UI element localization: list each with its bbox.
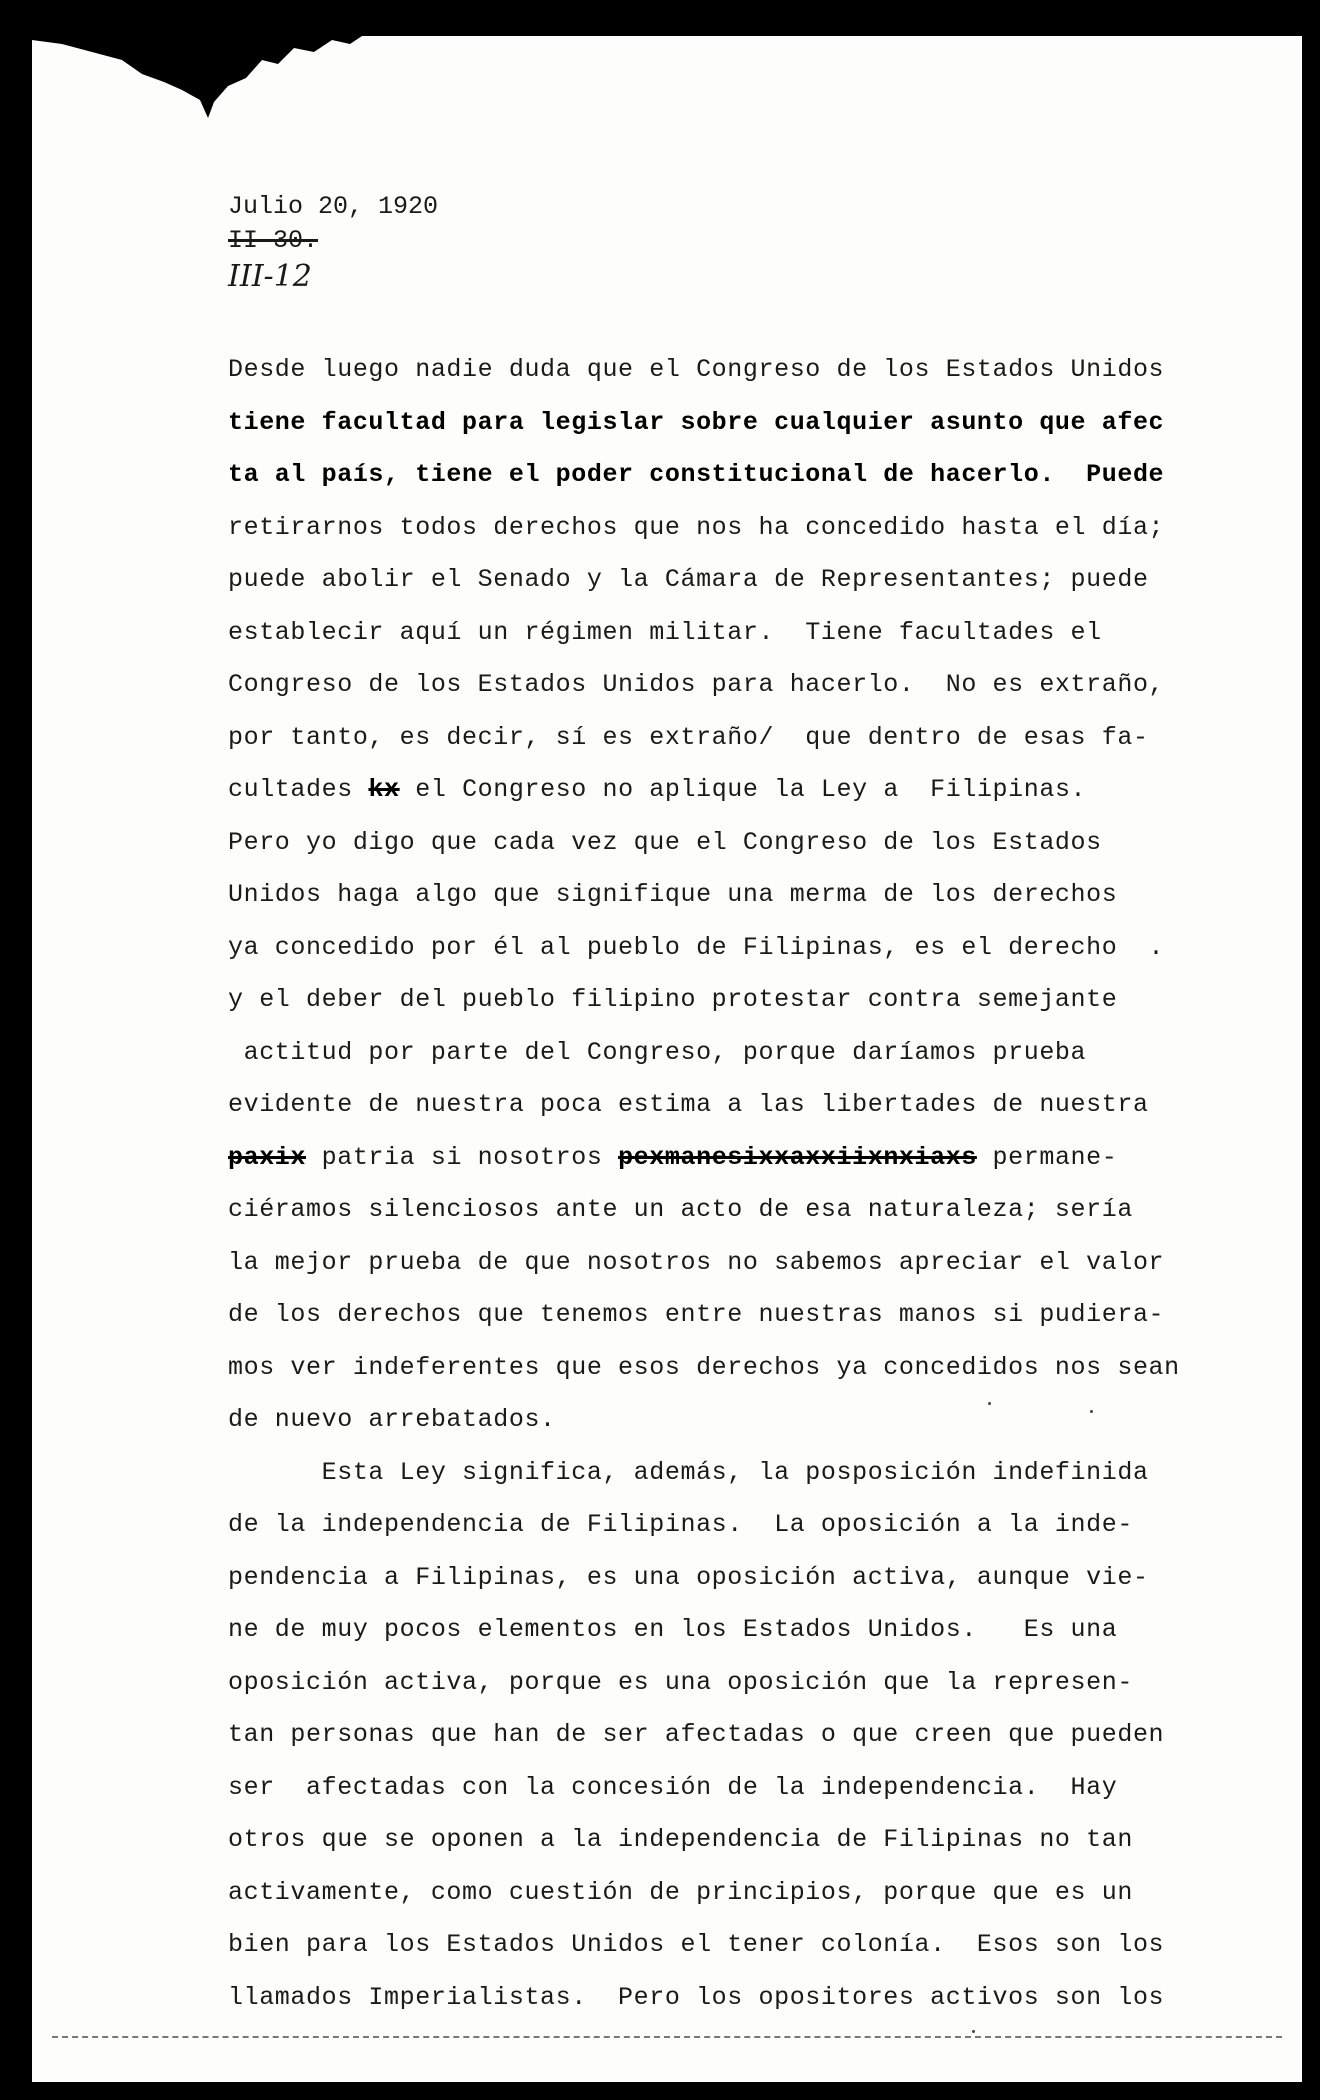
text-line: actitud por parte del Congreso, porque daríamos prueba (228, 1037, 1087, 1067)
text-line: pendencia a Filipinas, es una oposición activa, aunque vie- (228, 1562, 1149, 1592)
struck-text: paxix (228, 1142, 307, 1172)
struck-text: kx (368, 775, 400, 804)
text-line: llamados Imperialistas. Pero los opositores activos son los (228, 1982, 1165, 2012)
ink-speck (1090, 1410, 1093, 1413)
ink-speck (972, 2030, 975, 2033)
text-line: establecir aquí un régimen militar. Tiene facultades el (228, 617, 1102, 647)
text-line: ser afectadas con la concesión de la independencia. Hay (228, 1772, 1118, 1802)
text-line: de nuevo arrebatados. (228, 1405, 556, 1434)
text-line: y el deber del pueblo filipino protestar contra semejante (228, 985, 1118, 1014)
text-line: bien para los Estados Unidos el tener colonía. Esos son los (228, 1930, 1165, 1959)
text-fragment: patria si nosotros (306, 1142, 619, 1172)
text-line: de los derechos que tenemos entre nuestras manos si pudiera- (228, 1300, 1165, 1329)
text-line: oposición activa, porque es una oposición que la represen- (228, 1667, 1133, 1697)
torn-top-edge (32, 30, 1302, 120)
date-line: Julio 20, 1920 (228, 192, 439, 221)
text-line: ta al país, tiene el poder constitucional de hacerlo. Puede (228, 460, 1165, 489)
text-line: la mejor prueba de que nosotros no sabemos apreciar el valor (228, 1247, 1165, 1277)
text-line: Esta Ley significa, además, la posposición indefinida (228, 1457, 1149, 1487)
text-line (228, 1132, 1238, 1185)
text-line: activamente, como cuestión de principios, porque que es un (228, 1877, 1133, 1907)
struck-text: pexmanesixxaxxiixnxiaxs (618, 1142, 977, 1172)
typed-text-body (228, 344, 1238, 2024)
text-line: por tanto, es decir, sí es extraño/ que dentro de esas fa- (228, 722, 1149, 752)
struck-reference: II-30. (228, 226, 319, 255)
text-line: tan personas que han de ser afectadas o que creen que pueden (228, 1720, 1165, 1749)
text-line: Desde luego nadie duda que el Congreso de los Estados Unidos (228, 355, 1165, 384)
text-line: Congreso de los Estados Unidos para hacerlo. No es extraño, (228, 670, 1165, 699)
text-line: otros que se oponen a la independencia de Filipinas no tan (228, 1825, 1133, 1854)
text-line: mos ver indeferentes que esos derechos ya concedidos nos sean (228, 1352, 1180, 1382)
text-line: retirarnos todos derechos que nos ha concedido hasta el día; (228, 512, 1165, 542)
handwritten-reference: III-12 (228, 259, 312, 294)
text-line: tiene facultad para legislar sobre cualquier asunto que afec (228, 407, 1165, 437)
ink-speck (988, 1402, 991, 1405)
bottom-edge-line (52, 2036, 1282, 2038)
text-line: ya concedido por él al pueblo de Filipinas, es el derecho . (228, 932, 1165, 962)
document-page (32, 30, 1302, 2082)
text-line: ne de muy pocos elementos en los Estados Unidos. Es una (228, 1615, 1118, 1644)
text-line (228, 764, 1238, 817)
text-line: Pero yo digo que cada vez que el Congreso de los Estados (228, 827, 1102, 857)
text-fragment: cultades (228, 775, 353, 804)
date-header (228, 190, 438, 294)
text-line: Unidos haga algo que signifique una merma de los derechos (228, 880, 1118, 909)
text-fragment: permane- (976, 1142, 1118, 1172)
text-fragment: el Congreso no aplique la Ley a Filipinas. (399, 775, 1087, 804)
text-line: puede abolir el Senado y la Cámara de Representantes; puede (228, 565, 1149, 594)
text-line: de la independencia de Filipinas. La oposición a la inde- (228, 1510, 1133, 1539)
text-line: ciéramos silenciosos ante un acto de esa naturaleza; sería (228, 1195, 1133, 1224)
text-line: evidente de nuestra poca estima a las libertades de nuestra (228, 1090, 1149, 1119)
